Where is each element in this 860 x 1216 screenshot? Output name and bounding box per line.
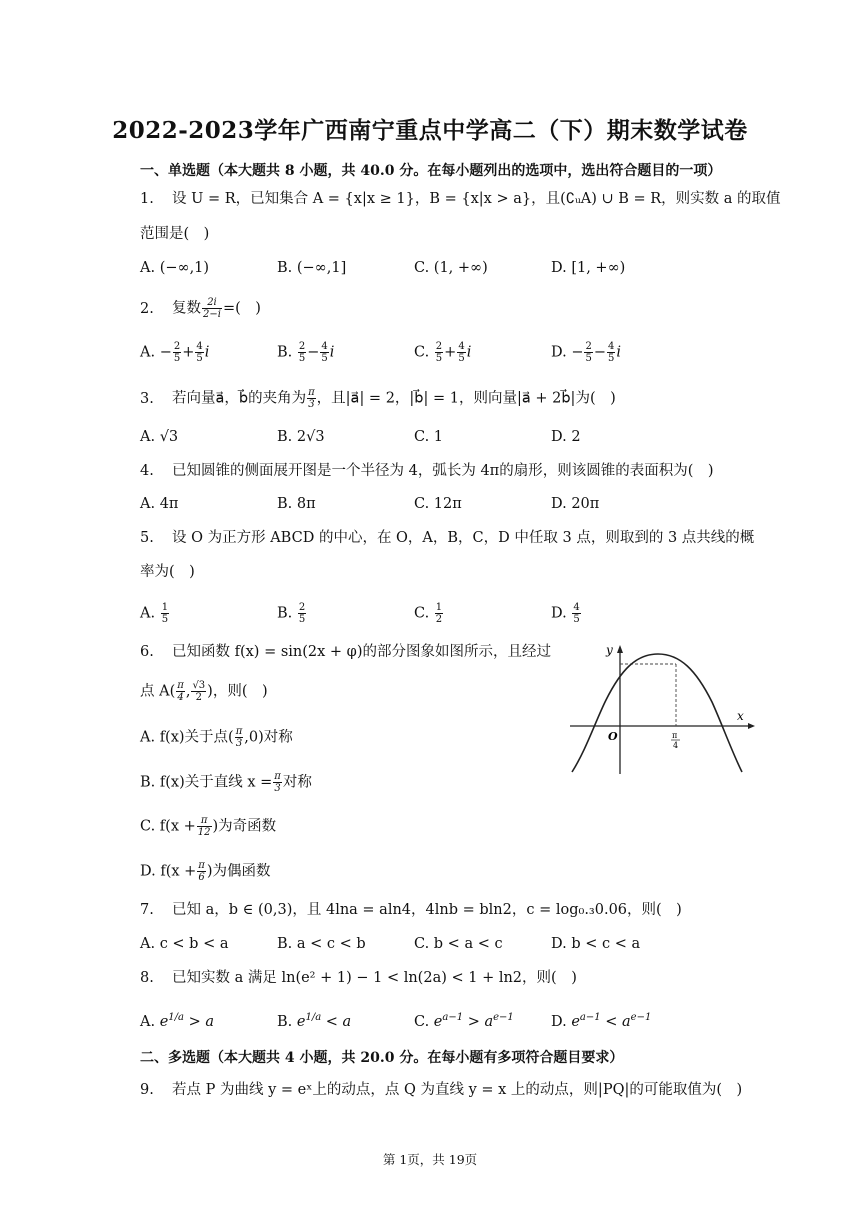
question-text-end: ，且|a⃗| = 2，|b⃗| = 1，则向量|a⃗ + 2b⃗|为( ) [316,390,616,407]
fraction: $\frac{2i}{2-i}$ [203,297,221,320]
question-number: 8. [140,970,154,986]
question-1 [140,189,781,209]
q2-option-b: B. $\frac{2}{5}$ − $\frac{4}{5}$ i [277,341,335,364]
section-heading-multiple-choice: 二、多选题（本大题共 4 小题，共 20.0 分。在每小题有多项符合题目要求） [140,1050,624,1066]
question-6 [140,642,551,662]
q4-option-a: A. 4π [140,496,179,512]
question-4 [140,461,714,481]
q7-option-c: C. b < a < c [414,936,503,952]
x-axis-arrow [748,723,755,729]
q3-option-d: D. 2 [551,429,581,445]
question-text: 已知函数 f(x) = sin(2x + φ)的部分图象如图所示，且经过 [172,644,551,660]
q4-option-c: C. 12π [414,496,462,512]
q3-option-c: C. 1 [414,429,444,445]
origin-label: O [608,730,618,743]
question-number: 6. [140,644,154,660]
question-5 [140,528,754,548]
q6-option-d: D. f(x + $\frac{\pi}{6}$ )为偶函数 [140,860,271,883]
q5-option-c: C. $\frac{1}{2}$ [414,602,443,625]
question-number: 3. [140,390,154,407]
question-text: 若点 P 为曲线 y = eˣ上的动点，点 Q 为直线 y = x 上的动点，则|PQ|的可能取值为( ) [172,1082,743,1098]
q2-option-d: D. − $\frac{2}{5}$ − $\frac{4}{5}$ i [551,341,622,364]
q8-option-b: B. $e^{1/a} < a$ [277,1012,352,1030]
q1-option-a: A. (−∞,1) [140,260,210,276]
q3-option-b: B. 2√3 [277,429,325,445]
q8-option-a: A. $e^{1/a} > a$ [140,1012,215,1030]
question-text: 设 O 为正方形 ABCD 的中心，在 O，A，B，C，D 中任取 3 点，则取到的 3 点共线的概 [172,530,755,546]
question-text: 已知 a，b ∈ (0,3)，且 4lna = aln4，4lnb = bln2，c = log₀.₃0.06，则( ) [172,902,682,918]
q7-option-b: B. a < c < b [277,936,366,952]
tick-label-numerator: π [672,731,678,740]
question-9 [140,1080,742,1100]
q6-option-a: A. f(x)关于点( $\frac{\pi}{3}$ ,0)对称 [140,726,293,749]
fraction: $\frac{\pi}{3}$ [308,387,315,410]
q8-option-c: C. $e^{a-1} > a^{e-1}$ [414,1012,514,1030]
question-number: 1. [140,191,154,207]
question-text: 若向量a⃗，b⃗的夹角为 [172,390,307,407]
question-text: 复数 [172,300,201,317]
question-3 [140,387,616,410]
q6-option-b: B. f(x)关于直线 x = $\frac{\pi}{3}$ 对称 [140,771,312,794]
question-text: 已知实数 a 满足 ln(e² + 1) − 1 < ln(2a) < 1 + ln2，则( ) [172,970,577,986]
tick-label-denominator: 4 [673,741,679,750]
q2-option-c: C. $\frac{2}{5}$ + $\frac{4}{5}$ i [414,341,472,364]
function-graph [566,640,756,780]
question-1-continued: 范围是( ) [140,226,210,242]
question-number: 7. [140,902,154,918]
q8-option-d: D. $e^{a-1} < a^{e-1}$ [551,1012,652,1030]
q5-option-a: A. $\frac{1}{5}$ [140,602,169,625]
question-text: 已知圆锥的侧面展开图是一个半径为 4，弧长为 4π的扇形，则该圆锥的表面积为( ) [172,463,714,479]
question-text-end: =( ) [222,300,261,317]
question-2 [140,297,261,320]
sine-curve [572,654,742,772]
question-5-continued: 率为( ) [140,564,195,580]
question-8 [140,968,577,988]
y-axis-label: y [606,643,613,657]
q2-option-a: A. − $\frac{2}{5}$ + $\frac{4}{5}$ i [140,341,210,364]
q6-option-c: C. f(x + $\frac{\pi}{12}$ )为奇函数 [140,815,277,838]
q3-option-a: A. √3 [140,429,179,445]
y-axis-arrow [617,645,623,653]
question-6-continued: 点 A( $\frac{\pi}{4}$ , $\frac{√3}{2}$ )，则( ) [140,680,268,703]
q1-option-d: D. [1, +∞) [551,260,626,276]
page-footer: 第 1页，共 19页 [382,1152,478,1167]
question-number: 9. [140,1082,154,1098]
q7-option-d: D. b < c < a [551,936,641,952]
question-text: 设 U = R，已知集合 A = {x|x ≥ 1}，B = {x|x > a}，且(∁ᵤA) ∪ B = R，则实数 a 的取值 [172,191,781,207]
q5-option-d: D. $\frac{4}{5}$ [551,602,580,625]
q7-option-a: A. c < b < a [140,936,229,952]
question-number: 4. [140,463,154,479]
document-title: 2022-2023学年广西南宁重点中学高二（下）期末数学试卷 [112,117,748,144]
q4-option-b: B. 8π [277,496,316,512]
section-heading-single-choice: 一、单选题（本大题共 8 小题，共 40.0 分。在每小题列出的选项中，选出符合题目的一项） [140,163,722,179]
q4-option-d: D. 20π [551,496,600,512]
question-number: 5. [140,530,154,546]
question-number: 2. [140,300,154,317]
q1-option-b: B. (−∞,1] [277,260,347,276]
question-7 [140,900,682,920]
q1-option-c: C. (1, +∞) [414,260,488,276]
x-axis-label: x [737,709,744,723]
q5-option-b: B. $\frac{2}{5}$ [277,602,306,625]
